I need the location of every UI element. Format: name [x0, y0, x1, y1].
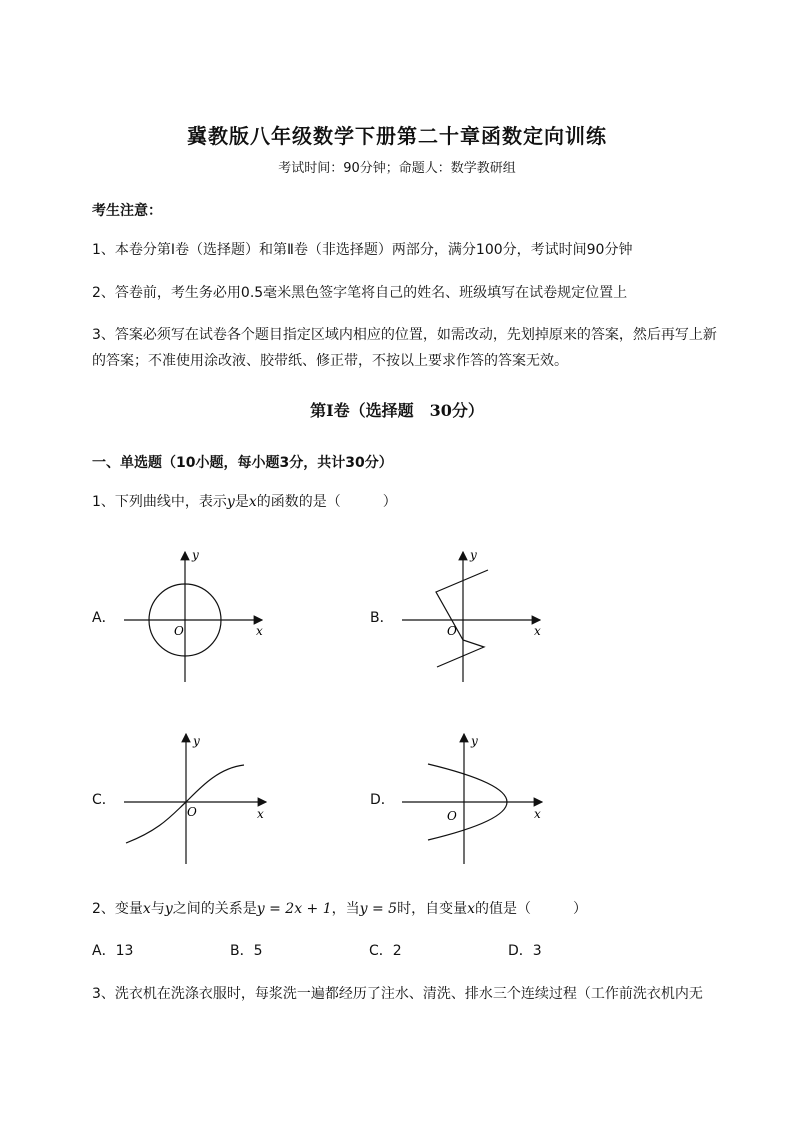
graph-a-x-label: x: [256, 624, 263, 638]
q1-mid: 是: [234, 494, 249, 510]
q2-option-b: B．5: [230, 943, 263, 959]
exam-info: 考试时间：90分钟；命题人：数学教研组: [278, 161, 516, 176]
q2-var-x: x: [142, 901, 151, 917]
q2-var-x2: x: [467, 901, 475, 917]
graph-d-y-label: y: [471, 734, 478, 748]
q1-post: 的函数的是（ ）: [256, 494, 397, 510]
q2-var-y: y: [164, 901, 173, 917]
q2-option-c: C．2: [369, 943, 402, 959]
notice-item-3-cont: 的答案；不准使用涂改液、胶带纸、修正带，不按以上要求作答的答案无效。: [92, 353, 568, 369]
graph-b-curve: [436, 570, 488, 667]
q1-option-c-label: C．: [92, 792, 116, 808]
notice-item-3: 3、答案必须写在试卷各个题目指定区域内相应的位置，如需改动，先划掉原来的答案，然后再写上新: [92, 327, 717, 343]
q2-condition: y = 5: [359, 901, 398, 917]
q1-pre: 1、下列曲线中，表示: [92, 494, 227, 510]
graph-b-x-label: x: [534, 624, 541, 638]
graph-b-origin: O: [447, 624, 457, 638]
q2-post: 的值是（ ）: [475, 901, 587, 917]
q2-option-d: D．3: [508, 943, 542, 959]
q2-mid2: 之间的关系是: [172, 901, 257, 917]
q1-var-y: y: [226, 494, 235, 510]
question-3: 3、洗衣机在洗涤衣服时，每浆洗一遍都经历了注水、清洗、排水三个连续过程（工作前洗衣机内无: [92, 986, 703, 1002]
graph-b-y-label: y: [470, 548, 477, 562]
q2-mid3: ，当: [331, 901, 360, 917]
q2-pre: 2、变量: [92, 901, 143, 917]
q1-option-b-label: B．: [370, 610, 394, 626]
notice-heading: 考生注意：: [92, 203, 162, 219]
q2-formula: y = 2x + 1: [256, 901, 332, 917]
q2-option-a: A．13: [92, 943, 134, 959]
graph-c-x-label: x: [257, 807, 264, 821]
graph-c-y-label: y: [193, 734, 200, 748]
notice-item-2: 2、答卷前，考生务必用0.5毫米黑色签字笔将自己的姓名、班级填写在试卷规定位置上: [92, 285, 628, 301]
graph-d-origin: O: [447, 809, 457, 823]
notice-item-1: 1、本卷分第I卷（选择题）和第Ⅱ卷（非选择题）两部分，满分100分，考试时间90分钟: [92, 242, 633, 258]
q1-option-a-label: A．: [92, 610, 116, 626]
graph-a-origin: O: [174, 624, 184, 638]
graph-c: [124, 734, 266, 864]
q1-var-x: x: [248, 494, 257, 510]
graph-c-curve: [126, 765, 244, 843]
q2-mid1: 与: [150, 901, 165, 917]
graph-d-x-label: x: [534, 807, 541, 821]
page-title: 冀教版八年级数学下册第二十章函数定向训练: [187, 124, 607, 148]
graph-a-y-label: y: [192, 548, 199, 562]
q1-option-d-label: D．: [370, 792, 395, 808]
graph-c-origin: O: [187, 805, 197, 819]
section-title: 第I卷（选择题 30分）: [310, 401, 484, 420]
part-heading: 一、单选题（10小题，每小题3分，共计30分）: [92, 455, 393, 471]
graph-a: [124, 552, 262, 682]
q2-mid4: 时，自变量: [397, 901, 468, 917]
graph-d: [402, 734, 542, 864]
graph-b: [402, 552, 540, 682]
question-2: [92, 899, 587, 919]
